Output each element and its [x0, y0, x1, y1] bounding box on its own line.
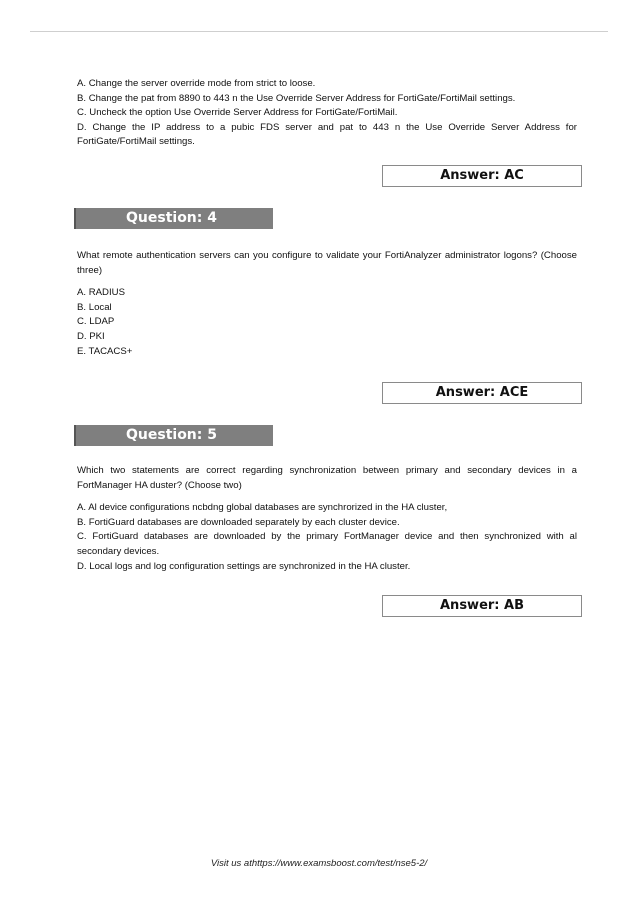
top-rule	[30, 31, 608, 32]
q3-option-c: C. Uncheck the option Use Override Server Address for FortiGate/FortiMail.	[77, 107, 398, 119]
q3-answer: Answer: AC	[382, 165, 582, 187]
q4-option-a: A. RADIUS	[77, 287, 125, 299]
q5-option-a: A. Al device configurations ncbdng global databases are synchrorized in the HA cluster,	[77, 502, 448, 514]
q5-option-d: D. Local logs and log configuration settings are synchronized in the HA cluster.	[77, 560, 411, 572]
q3-option-b: B. Change the pat from 8890 to 443 n the Use Override Server Address for FortiGate/FortiMail settings.	[77, 92, 516, 104]
footer-link-text: Visit us athttps://www.examsboost.com/test/nse5-2/	[210, 858, 428, 869]
q4-answer: Answer: ACE	[382, 382, 582, 404]
q5-option-c: C. FortiGuard databases are downloaded by the primary FortManager device and then synchronized with al secondary devices.	[77, 531, 577, 557]
q5-title: Question: 5	[74, 425, 273, 446]
q5-body	[77, 464, 577, 574]
q3-option-d: D. Change the IP address to a pubic FDS server and pat to 443 n the Use Override Server Address for FortiGate/FortiMail settings.	[77, 121, 577, 148]
q4-body	[77, 249, 577, 359]
q3-option-a: A. Change the server override mode from strict to loose.	[77, 78, 316, 89]
q4-option-b: B. Local	[77, 301, 112, 313]
q4-option-c: C. LDAP	[77, 316, 115, 328]
q5-question-text: Which two statements are correct regarding synchronization between primary and secondary devices in a FortManager HA duster? (Choose two)	[77, 465, 577, 491]
q4-option-d: D. PKI	[77, 330, 105, 342]
q5-option-b: B. FortiGuard databases are downloaded separately by each cluster device.	[77, 516, 400, 528]
q4-option-e: E. TACACS+	[77, 345, 133, 357]
q3-options	[77, 77, 577, 150]
q4-title: Question: 4	[74, 208, 273, 229]
q4-question-text: What remote authentication servers can you configure to validate your FortiAnalyzer administrator logons? (Choose three)	[77, 250, 577, 276]
q5-answer: Answer: AB	[382, 595, 582, 617]
